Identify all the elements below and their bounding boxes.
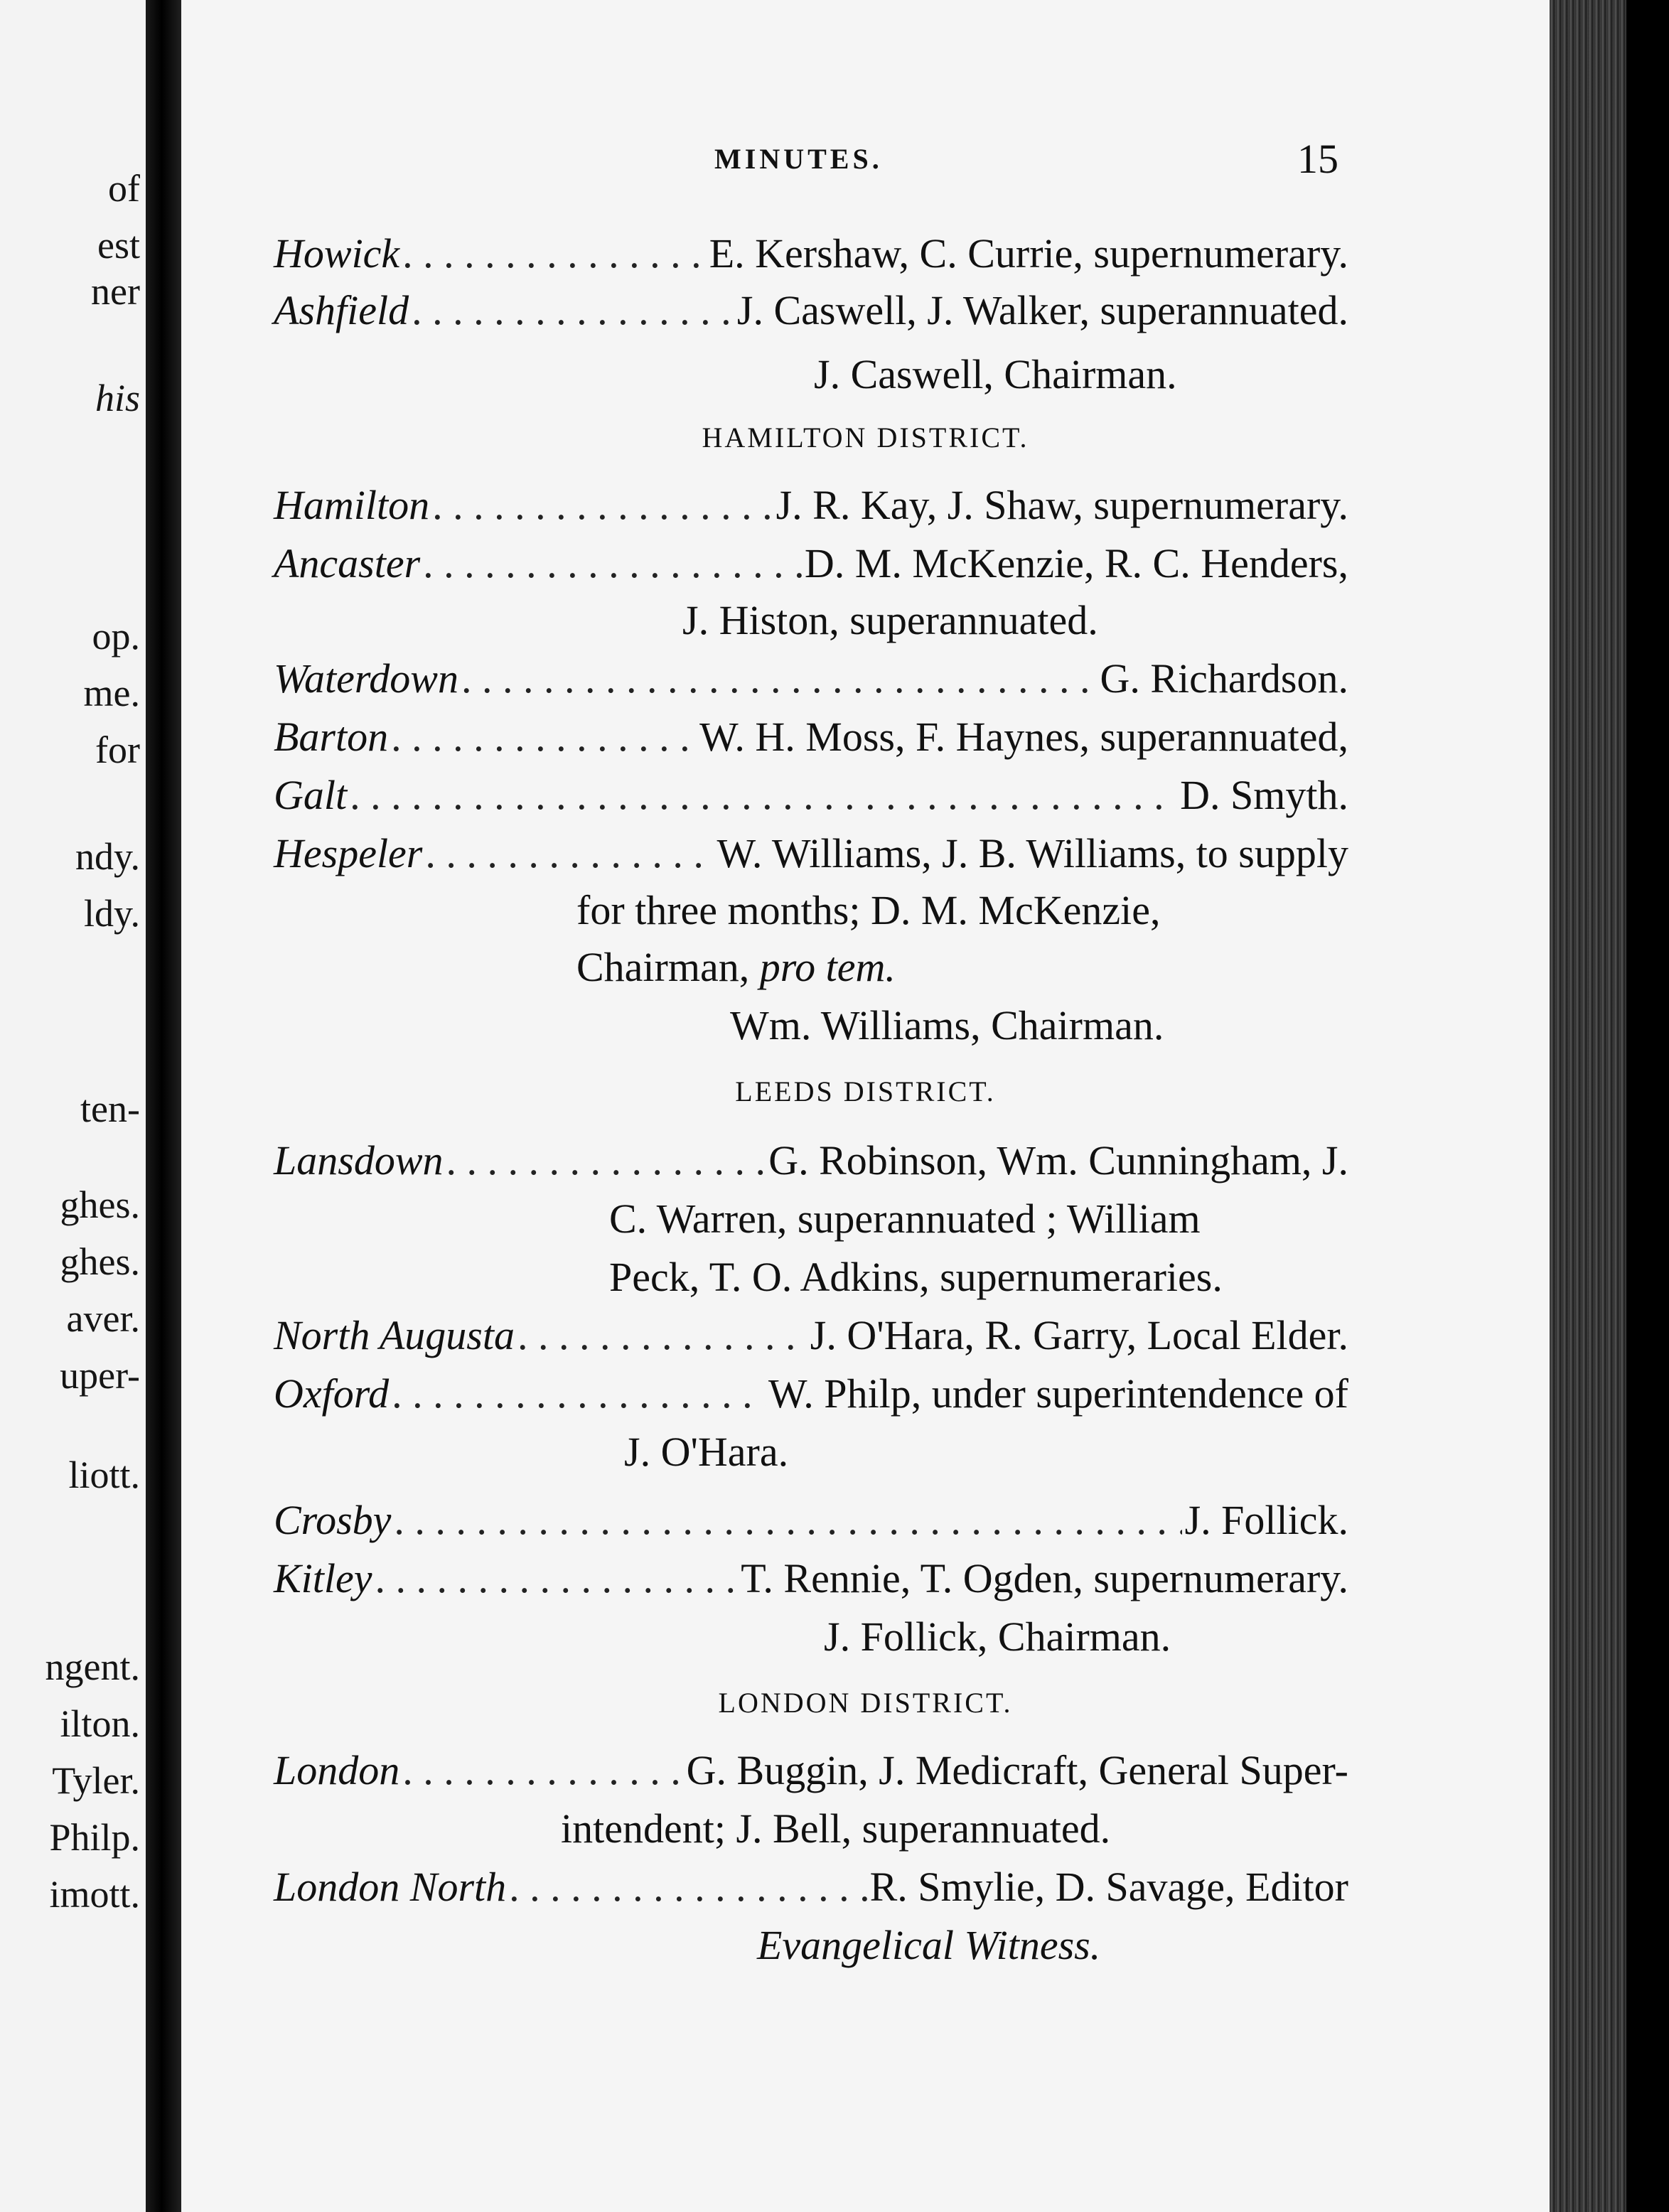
place-name: Barton [274,714,389,760]
entry-hespeler [274,829,1348,879]
entry-north-augusta [274,1311,1348,1360]
place-name: Galt [274,772,348,818]
left-fragment: liott. [68,1454,140,1496]
entry-text: W. Williams, J. B. Williams, to supply [717,830,1348,876]
chairman-line: Wm. Williams, Chairman. [730,1002,1164,1048]
dot-leader [517,1311,807,1360]
continuation-line: Peck, T. O. Adkins, supernumeraries. [609,1254,1223,1300]
left-fragment: ten- [80,1088,140,1130]
left-facing-page [0,0,146,2212]
district-heading-hamilton: HAMILTON DISTRICT. [702,422,1029,453]
continuation-line [576,943,896,992]
left-fragment: ldy. [84,892,140,935]
entry-london-north [274,1862,1348,1912]
dot-leader [412,286,734,335]
dot-leader [394,1496,1181,1545]
left-fragment: op. [92,615,140,657]
entry-ancaster [274,539,1348,589]
dot-leader [461,654,1097,704]
entry-text: G. Buggin, J. Medicraft, General Super- [686,1747,1348,1793]
entry-hamilton [274,480,1348,530]
left-fragment: me. [83,672,140,714]
chairman-line: J. Caswell, Chairman. [814,351,1177,397]
entry-text: T. Rennie, T. Ogden, supernumerary. [741,1555,1348,1601]
continuation-line: C. Warren, superannuated ; William [609,1196,1201,1242]
entry-text: R. Smylie, D. Savage, Editor [869,1864,1348,1910]
entry-text: W. H. Moss, F. Haynes, superannuated, [699,714,1348,760]
latin-phrase: pro tem. [759,944,896,990]
left-fragment: ghes. [60,1240,140,1283]
place-name: Waterdown [274,655,458,702]
left-fragment: ghes. [60,1183,140,1226]
continuation-line: J. Histon, superannuated. [682,597,1098,643]
left-fragment: ner [91,270,140,313]
place-name: Ancaster [274,540,421,586]
dot-leader [446,1136,766,1186]
place-name: Oxford [274,1370,390,1417]
entry-text: J. Follick. [1184,1497,1348,1543]
continuation-text: Chairman, [576,944,760,990]
right-page [181,0,1550,2212]
entry-waterdown [274,654,1348,704]
left-fragment: his [95,377,140,419]
entry-text: E. Kershaw, C. Currie, supernumerary. [709,230,1348,276]
place-name: Lansdown [274,1137,444,1183]
entry-london [274,1746,1348,1795]
entry-text: J. R. Kay, J. Shaw, supernumerary. [776,482,1348,528]
left-fragment: ngent. [45,1645,140,1688]
place-name: London North [274,1864,507,1910]
running-title: MINUTES. [714,143,883,175]
district-heading-leeds: LEEDS DISTRICT. [735,1075,996,1107]
entry-crosby [274,1496,1348,1545]
left-fragment: aver. [66,1297,140,1340]
place-name: Hespeler [274,830,423,876]
dot-leader [350,771,1177,820]
left-fragment: for [95,729,140,771]
left-fragment: Tyler. [52,1759,140,1802]
entry-text: G. Richardson. [1100,655,1348,702]
dot-leader [432,480,773,530]
left-fragment: of [108,167,140,210]
entry-ashfield [274,286,1348,335]
place-name: Crosby [274,1497,392,1543]
running-header [181,135,1550,185]
dot-leader [375,1554,739,1604]
entry-text: G. Robinson, Wm. Cunningham, J. [768,1137,1348,1183]
place-name: Kitley [274,1555,372,1601]
dot-leader [391,712,697,762]
dot-leader [423,539,802,589]
entry-text: W. Philp, under superintendence of [768,1370,1348,1417]
left-fragment: est [97,224,140,267]
place-name: London [274,1747,400,1793]
continuation-line: J. O'Hara. [624,1429,789,1475]
dot-leader [402,1746,683,1795]
entry-text: J. O'Hara, R. Garry, Local Elder. [810,1312,1348,1358]
left-fragment: imott. [49,1873,140,1916]
book-gutter [146,0,181,2212]
entry-kitley [274,1554,1348,1604]
entry-howick [274,229,1348,279]
book-page-edges [1550,0,1669,2212]
entry-galt [274,771,1348,820]
entry-text: D. M. McKenzie, R. C. Henders, [804,540,1348,586]
entry-barton [274,712,1348,762]
dot-leader [425,829,714,879]
district-heading-london: LONDON DISTRICT. [718,1687,1013,1719]
publication-title: Evangelical Witness. [757,1922,1101,1968]
entry-lansdown [274,1136,1348,1186]
dot-leader [392,1369,766,1419]
place-name: Ashfield [274,287,409,333]
entry-text: J. Caswell, J. Walker, superannuated. [736,287,1348,333]
entry-oxford [274,1369,1348,1419]
entry-text: D. Smyth. [1180,772,1348,818]
continuation-line: intendent; J. Bell, superannuated. [561,1805,1111,1852]
continuation-line: for three months; D. M. McKenzie, [576,887,1161,933]
page-number: 15 [1297,136,1338,182]
left-fragment: uper- [60,1354,140,1397]
left-fragment: ilton. [60,1702,140,1745]
place-name: North Augusta [274,1312,515,1358]
chairman-line: J. Follick, Chairman. [824,1614,1171,1660]
place-name: Hamilton [274,482,430,528]
dot-leader [509,1862,866,1912]
left-fragment: ndy. [75,835,140,878]
left-fragment: Philp. [49,1816,140,1859]
place-name: Howick [274,230,400,276]
dot-leader [402,229,707,279]
